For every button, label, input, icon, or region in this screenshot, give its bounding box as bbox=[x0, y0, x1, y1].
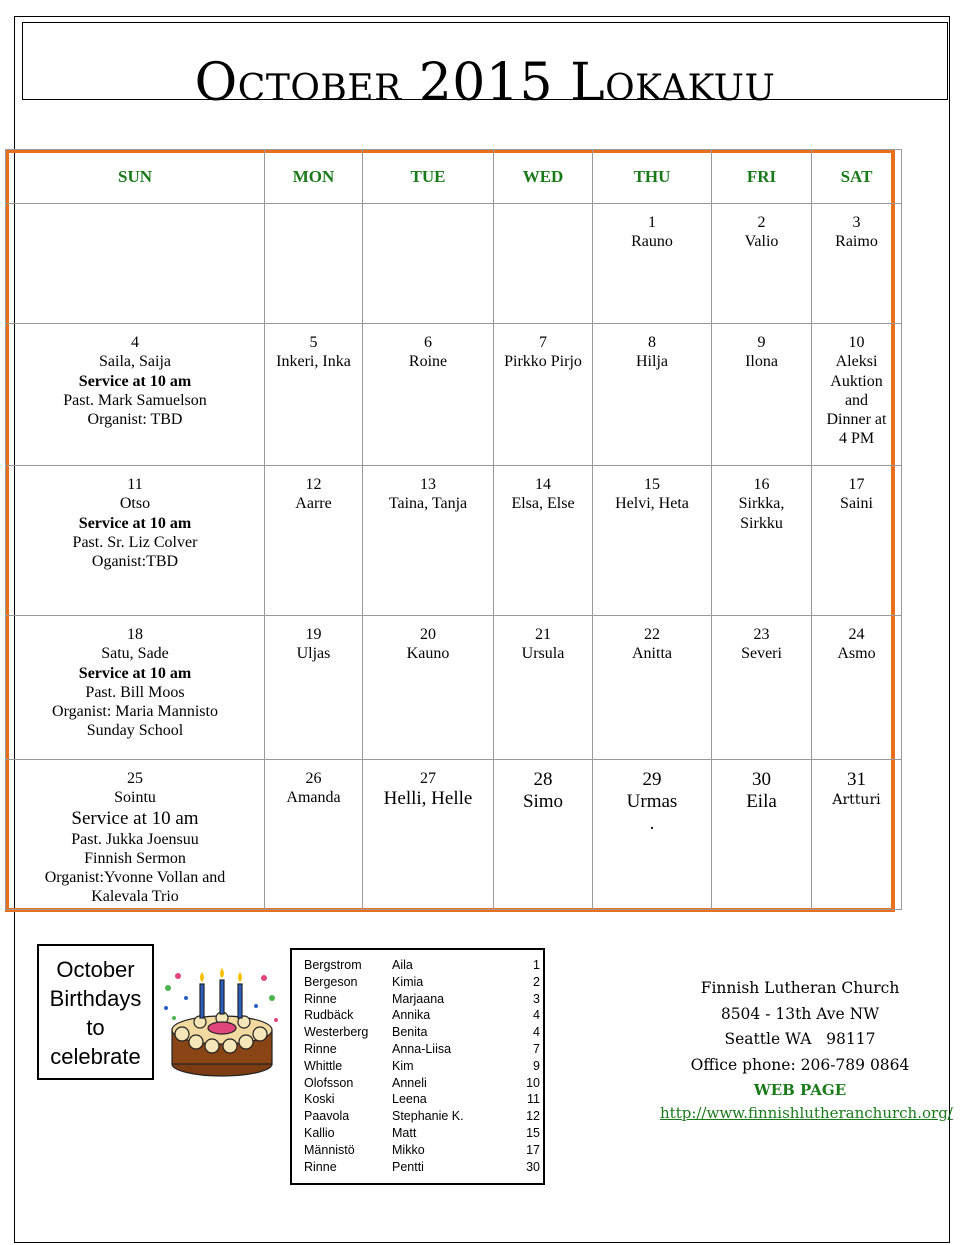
day-cell bbox=[812, 616, 902, 760]
day-number: 4 bbox=[131, 334, 139, 351]
day-number: 21 bbox=[535, 626, 551, 643]
day-number: 12 bbox=[305, 476, 322, 493]
birthday-row bbox=[304, 1109, 540, 1126]
birthday-cake-icon bbox=[160, 968, 282, 1088]
birthday-row bbox=[304, 958, 540, 975]
day-cell bbox=[593, 616, 712, 760]
day-number: 14 bbox=[535, 476, 551, 493]
day-cell bbox=[812, 760, 902, 910]
name-day: Aarre bbox=[295, 495, 332, 513]
day-cell bbox=[363, 760, 494, 910]
day-cell bbox=[712, 204, 812, 324]
church-city: Seattle WA 98117 bbox=[724, 1030, 876, 1048]
day-header: MON bbox=[265, 150, 363, 204]
event-text: Sunday School bbox=[86, 722, 184, 740]
day-number: 7 bbox=[539, 334, 547, 351]
day-cell bbox=[593, 466, 712, 616]
web-page-label: WEB PAGE bbox=[753, 1081, 847, 1099]
day-number: 3 bbox=[852, 214, 861, 231]
birthday-last-name: Bergeson bbox=[304, 974, 358, 989]
day-number: 29 bbox=[642, 769, 662, 790]
day-number: 26 bbox=[305, 770, 322, 787]
birthday-date: 9 bbox=[533, 1058, 540, 1073]
name-day: Eila bbox=[746, 791, 777, 812]
birthday-last-name: Koski bbox=[304, 1092, 335, 1107]
day-cell bbox=[265, 466, 363, 616]
day-cell bbox=[812, 466, 902, 616]
day-number: 6 bbox=[424, 334, 432, 351]
church-phone: Office phone: 206-789 0864 bbox=[690, 1055, 910, 1074]
birthday-row bbox=[304, 1042, 540, 1059]
birthday-first-name: Pentti bbox=[392, 1159, 424, 1174]
day-cell bbox=[6, 616, 265, 760]
day-cell bbox=[712, 616, 812, 760]
day-cell-empty bbox=[494, 204, 593, 324]
week-row bbox=[6, 466, 902, 616]
birthday-date: 10 bbox=[526, 1075, 540, 1090]
service-time: Service at 10 am bbox=[78, 514, 192, 532]
event-text: 4 PM bbox=[838, 430, 875, 448]
birthday-row bbox=[304, 1160, 540, 1177]
birthday-last-name: Whittle bbox=[304, 1058, 343, 1073]
birthday-date: 30 bbox=[526, 1159, 540, 1174]
birthday-last-name: Olofsson bbox=[304, 1075, 354, 1090]
day-header: SAT bbox=[812, 150, 902, 204]
name-day: Amanda bbox=[286, 789, 341, 807]
event-text: Dinner at bbox=[826, 411, 887, 429]
day-number: 8 bbox=[648, 334, 656, 351]
day-cell bbox=[712, 324, 812, 466]
birthdays-heading-line: Birthdays bbox=[49, 986, 142, 1011]
day-cell bbox=[363, 466, 494, 616]
birthday-date: 11 bbox=[527, 1092, 540, 1107]
birthday-first-name: Mikko bbox=[392, 1142, 425, 1157]
day-number: 31 bbox=[847, 769, 866, 790]
birthdays-heading-line: celebrate bbox=[50, 1044, 141, 1069]
calendar bbox=[5, 149, 902, 910]
day-cell bbox=[593, 760, 712, 910]
name-day: Severi bbox=[741, 645, 782, 663]
birthday-date: 12 bbox=[526, 1109, 540, 1124]
birthday-first-name: Anneli bbox=[392, 1075, 427, 1090]
day-cell bbox=[363, 324, 494, 466]
day-cell bbox=[265, 616, 363, 760]
day-cell-empty bbox=[6, 204, 265, 324]
birthday-first-name: Anna-Liisa bbox=[392, 1042, 452, 1056]
birthday-first-name: Stephanie K. bbox=[392, 1109, 464, 1124]
sermon-language: Finnish Sermon bbox=[84, 849, 186, 867]
week-row bbox=[6, 760, 902, 910]
name-day: Ilona bbox=[745, 353, 778, 371]
name-day: Elsa, Else bbox=[511, 495, 575, 513]
title-box bbox=[22, 22, 948, 113]
pastor: Past. Jukka Joensuu bbox=[71, 830, 199, 848]
birthday-first-name: Aila bbox=[392, 958, 413, 972]
birthday-row bbox=[304, 1076, 540, 1093]
day-number: 15 bbox=[644, 476, 660, 493]
day-cell bbox=[265, 324, 363, 466]
day-number: 20 bbox=[420, 626, 436, 643]
day-number: 23 bbox=[753, 626, 770, 643]
day-number: 11 bbox=[127, 476, 143, 493]
birthday-row bbox=[304, 1059, 540, 1076]
day-header: WED bbox=[494, 150, 593, 204]
name-day: Saila, Saija bbox=[99, 353, 171, 371]
birthday-last-name: Rinne bbox=[304, 991, 337, 1006]
name-day: Inkeri, Inka bbox=[276, 353, 351, 371]
birthday-date: 7 bbox=[533, 1042, 540, 1056]
birthday-last-name: Rinne bbox=[304, 1159, 337, 1174]
day-cell-empty bbox=[265, 204, 363, 324]
birthday-row bbox=[304, 1008, 540, 1025]
service-time: Service at 10 am bbox=[71, 807, 199, 829]
birthday-first-name: Kim bbox=[392, 1058, 414, 1073]
day-cell bbox=[363, 616, 494, 760]
birthday-row bbox=[304, 1025, 540, 1042]
day-number: 17 bbox=[848, 476, 865, 493]
day-cell bbox=[593, 324, 712, 466]
birthday-date: 15 bbox=[526, 1126, 540, 1140]
birthday-date: 3 bbox=[533, 991, 540, 1006]
dot-mark: . bbox=[649, 813, 655, 834]
day-cell bbox=[6, 760, 265, 910]
pastor: Past. Mark Samuelson bbox=[63, 391, 207, 409]
name-day: Uljas bbox=[296, 645, 331, 663]
birthday-date: 4 bbox=[533, 1025, 540, 1040]
name-day: Satu, Sade bbox=[101, 645, 169, 663]
day-cell bbox=[812, 204, 902, 324]
day-header: FRI bbox=[712, 150, 812, 204]
church-street: 8504 - 13th Ave NW bbox=[720, 1004, 880, 1023]
birthdays-heading-line: to bbox=[86, 1015, 105, 1040]
name-day: Simo bbox=[522, 791, 564, 812]
birthday-first-name: Kimia bbox=[392, 974, 424, 989]
name-day: Aleksi bbox=[835, 353, 878, 371]
name-day: Anitta bbox=[632, 645, 672, 663]
day-header: SUN bbox=[6, 150, 265, 204]
day-number: 1 bbox=[648, 214, 656, 231]
organist: Organist: TBD bbox=[87, 411, 183, 429]
pastor: Past. Bill Moos bbox=[85, 683, 185, 701]
birthdays-heading bbox=[37, 944, 154, 1080]
day-cell bbox=[6, 324, 265, 466]
birthday-first-name: Marjaana bbox=[392, 991, 445, 1006]
event-text: Auktion bbox=[830, 372, 883, 390]
weekday-header bbox=[6, 150, 902, 204]
week-row bbox=[6, 204, 902, 324]
day-number: 27 bbox=[420, 770, 436, 787]
birthday-last-name: Westerberg bbox=[304, 1025, 369, 1040]
day-number: 25 bbox=[127, 770, 143, 787]
birthday-last-name: Rudbäck bbox=[304, 1008, 354, 1023]
name-day: Helli, Helle bbox=[383, 788, 473, 810]
day-number: 9 bbox=[757, 334, 766, 351]
name-day: Sirkku bbox=[740, 514, 783, 532]
birthday-date: 4 bbox=[533, 1008, 540, 1023]
birthday-last-name: Paavola bbox=[304, 1109, 350, 1124]
name-day: Raimo bbox=[835, 233, 878, 251]
day-header: THU bbox=[593, 150, 712, 204]
day-number: 22 bbox=[644, 626, 660, 643]
birthday-row bbox=[304, 1143, 540, 1160]
organist: Oganist:TBD bbox=[91, 553, 179, 571]
name-day: Valio bbox=[744, 233, 779, 251]
week-row bbox=[6, 616, 902, 760]
birthday-first-name: Leena bbox=[392, 1092, 427, 1107]
name-day: Hilja bbox=[636, 353, 668, 371]
title-text: October 2015 Lokakuu bbox=[194, 53, 776, 113]
birthday-row bbox=[304, 1126, 540, 1143]
pastor: Past. Sr. Liz Colver bbox=[72, 533, 198, 551]
church-info bbox=[660, 976, 953, 1122]
name-day: Otso bbox=[119, 495, 151, 513]
birthday-first-name: Annika bbox=[392, 1008, 431, 1023]
page-title bbox=[23, 53, 947, 113]
name-day: Asmo bbox=[837, 645, 876, 663]
name-day: Sointu bbox=[114, 789, 156, 807]
day-number: 24 bbox=[848, 626, 865, 643]
birthday-last-name: Männistö bbox=[304, 1142, 355, 1157]
day-number: 5 bbox=[309, 334, 318, 351]
name-day: Ursula bbox=[521, 645, 565, 663]
service-time: Service at 10 am bbox=[78, 664, 192, 682]
day-cell bbox=[494, 324, 593, 466]
day-cell bbox=[494, 616, 593, 760]
day-number: 28 bbox=[533, 769, 553, 790]
day-cell-empty bbox=[363, 204, 494, 324]
name-day: Sirkka, bbox=[738, 495, 785, 513]
birthday-last-name: Bergstrom bbox=[304, 958, 362, 972]
birthday-last-name: Kallio bbox=[304, 1126, 335, 1140]
birthday-first-name: Matt bbox=[392, 1126, 417, 1140]
day-number: 10 bbox=[848, 334, 865, 351]
birthday-date: 1 bbox=[533, 958, 540, 972]
music-group: Kalevala Trio bbox=[91, 888, 179, 906]
event-text: and bbox=[844, 391, 869, 409]
birthday-first-name: Benita bbox=[392, 1025, 428, 1040]
day-number: 2 bbox=[757, 214, 766, 231]
day-cell bbox=[593, 204, 712, 324]
day-cell bbox=[494, 466, 593, 616]
day-cell bbox=[712, 466, 812, 616]
day-header: TUE bbox=[363, 150, 494, 204]
birthday-date: 17 bbox=[526, 1142, 540, 1157]
birthday-row bbox=[304, 975, 540, 992]
name-day: Kauno bbox=[406, 645, 450, 663]
name-day: Urmas bbox=[626, 791, 678, 812]
birthdays-heading-line: October bbox=[56, 957, 135, 982]
birthday-list bbox=[290, 948, 545, 1185]
day-cell bbox=[812, 324, 902, 466]
birthday-last-name: Rinne bbox=[304, 1042, 337, 1056]
name-day: Taina, Tanja bbox=[388, 495, 468, 513]
name-day: Roine bbox=[408, 353, 448, 371]
name-day: Saini bbox=[840, 495, 873, 513]
day-cell bbox=[6, 466, 265, 616]
name-day: Pirkko Pirjo bbox=[504, 353, 582, 371]
day-number: 19 bbox=[305, 626, 322, 643]
name-day: Artturi bbox=[832, 792, 881, 808]
church-website-link[interactable]: http://www.finnishlutheranchurch.org/ bbox=[660, 1103, 953, 1122]
week-row bbox=[6, 324, 902, 466]
day-number: 13 bbox=[420, 476, 436, 493]
day-cell bbox=[265, 760, 363, 910]
birthday-date: 2 bbox=[533, 974, 540, 989]
organist: Organist:Yvonne Vollan and bbox=[44, 869, 226, 887]
day-cell bbox=[712, 760, 812, 910]
day-number: 16 bbox=[753, 476, 770, 493]
church-name: Finnish Lutheran Church bbox=[700, 979, 900, 997]
name-day: Helvi, Heta bbox=[615, 495, 689, 513]
birthday-row bbox=[304, 992, 540, 1009]
name-day: Rauno bbox=[631, 233, 673, 251]
organist: Organist: Maria Mannisto bbox=[52, 703, 218, 721]
birthday-row bbox=[304, 1092, 540, 1109]
day-cell bbox=[494, 760, 593, 910]
day-number: 30 bbox=[752, 769, 771, 790]
day-number: 18 bbox=[127, 626, 143, 643]
service-time: Service at 10 am bbox=[78, 372, 192, 390]
